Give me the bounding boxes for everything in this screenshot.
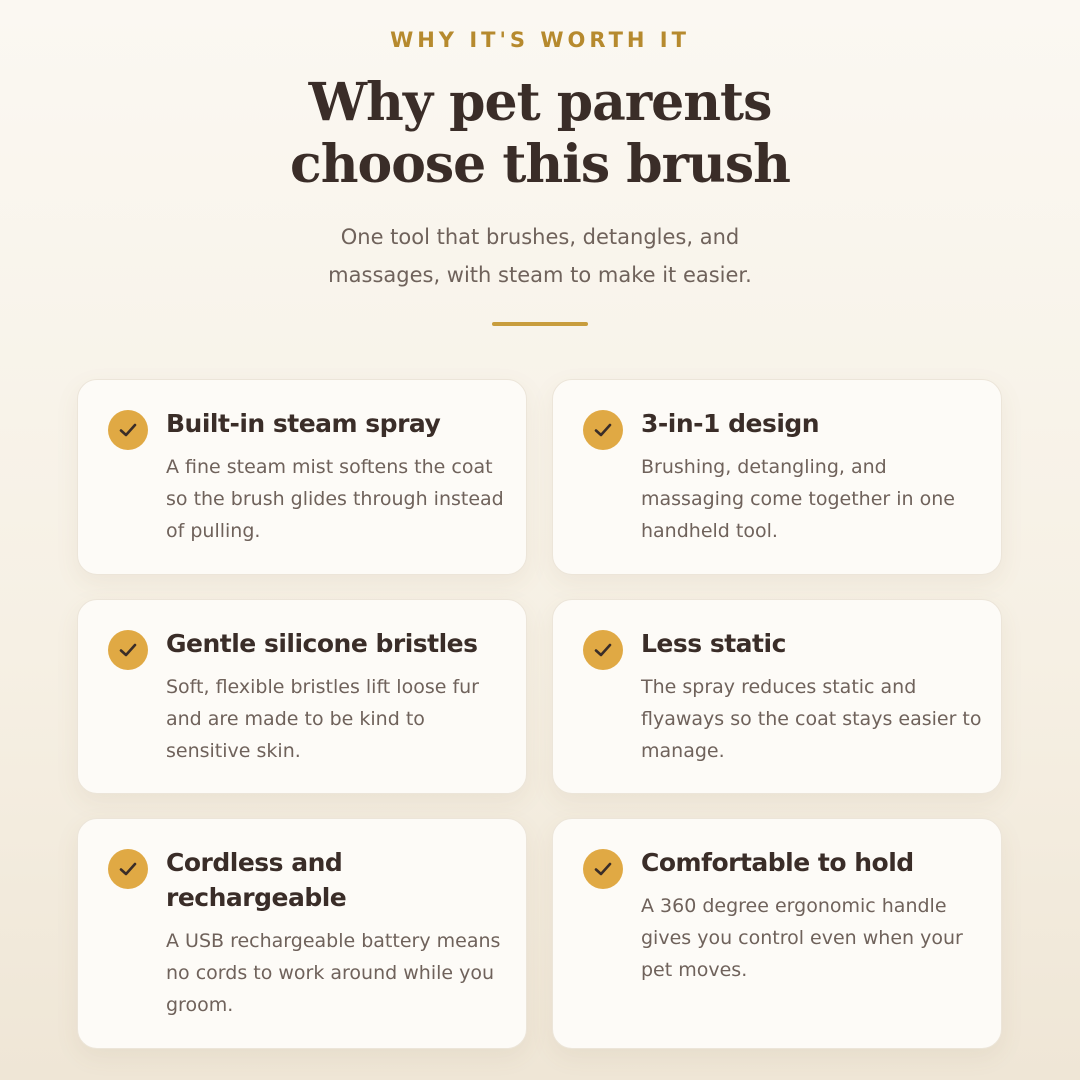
page-subtitle-line-2: massages, with steam to make it easier. xyxy=(328,263,752,287)
check-icon xyxy=(583,410,623,450)
feature-description: A USB rechargeable battery means no cords to work around while you groom. xyxy=(166,930,501,1016)
feature-title: Less static xyxy=(641,629,786,658)
feature-card-cordless xyxy=(77,818,527,1049)
accent-divider xyxy=(492,322,588,326)
page-subtitle xyxy=(290,218,790,294)
feature-card-steam-spray xyxy=(77,379,527,575)
feature-title: Cordless and rechargeable xyxy=(166,848,347,912)
page-title xyxy=(0,72,1080,196)
feature-card-silicone-bristles xyxy=(77,599,527,794)
check-icon xyxy=(583,630,623,670)
eyebrow-label: WHY IT'S WORTH IT xyxy=(390,28,690,52)
feature-title: Built-in steam spray xyxy=(166,409,441,438)
feature-title: Gentle silicone bristles xyxy=(166,629,478,658)
feature-description: Brushing, detangling, and massaging come together in one handheld tool. xyxy=(641,456,955,542)
check-icon xyxy=(583,849,623,889)
feature-description: A 360 degree ergonomic handle gives you control even when your pet moves. xyxy=(641,895,963,981)
check-icon xyxy=(108,849,148,889)
feature-card-3-in-1-design xyxy=(552,379,1002,575)
check-icon xyxy=(108,410,148,450)
feature-title: 3-in-1 design xyxy=(641,409,820,438)
feature-description: The spray reduces static and flyaways so the coat stays easier to manage. xyxy=(641,676,982,762)
feature-title: Comfortable to hold xyxy=(641,848,914,877)
feature-card-less-static xyxy=(552,599,1002,794)
feature-description: Soft, flexible bristles lift loose fur and are made to be kind to sensitive skin. xyxy=(166,676,479,762)
page-title-line-2: choose this brush xyxy=(290,134,790,195)
check-icon xyxy=(108,630,148,670)
feature-description: A fine steam mist softens the coat so the brush glides through instead of pulling. xyxy=(166,456,504,542)
page-subtitle-line-1: One tool that brushes, detangles, and xyxy=(340,225,740,249)
page-title-line-1: Why pet parents xyxy=(308,72,772,133)
feature-card-comfortable-hold xyxy=(552,818,1002,1049)
